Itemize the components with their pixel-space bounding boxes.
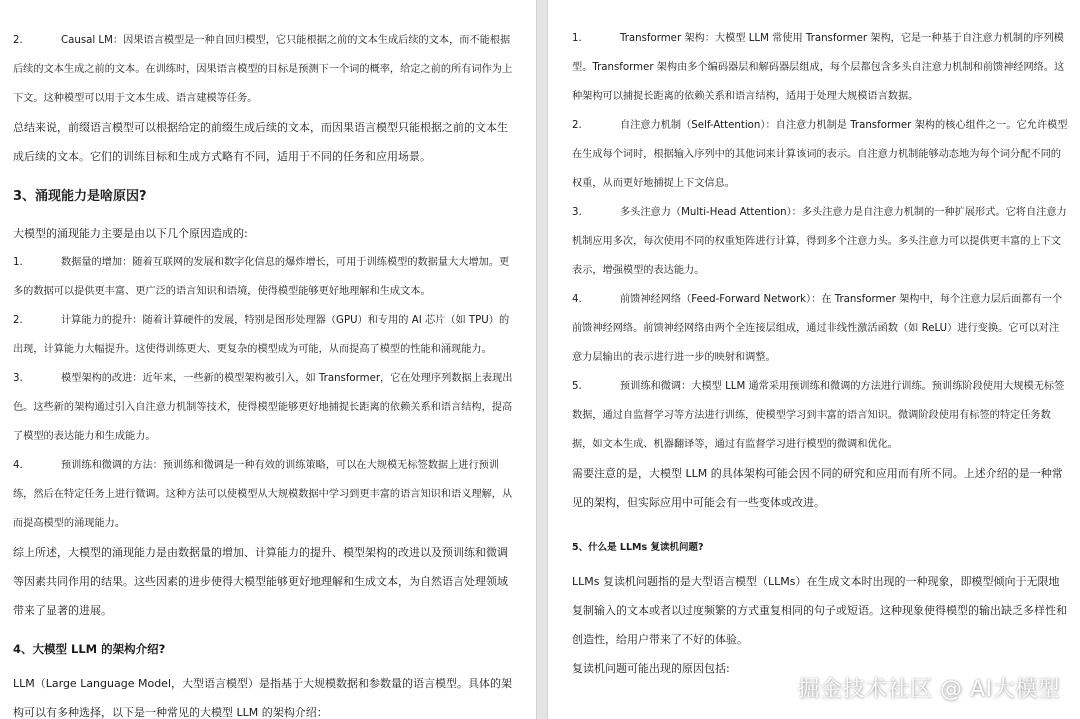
list-number: 5.	[572, 381, 582, 392]
list-item	[572, 285, 1068, 372]
list-number: 2.	[13, 35, 23, 46]
list-text: Causal LM：因果语言模型是一种自回归模型，它只能根据之前的文本生成后续的文本，而不能根据后续的文本生成之前的文本。在训练时，因果语言模型的目标是预测下一个词的概率，给定之前的所有词作为上下文。这种模型可以用于文本生成、语言建模等任务。	[13, 35, 513, 104]
list-item	[572, 198, 1068, 285]
list-number: 4.	[13, 460, 23, 471]
list-item	[13, 451, 514, 538]
list-text: 多头注意力（Multi-Head Attention）：多头注意力是自注意力机制的一种扩展形式。它将自注意力机制应用多次，每次使用不同的权重矩阵进行计算，得到多个注意力头。多头注意力可以提供更丰富的上下文表示，增强模型的表达能力。	[572, 207, 1067, 276]
right-page-content	[548, 0, 1080, 683]
list-number: 4.	[572, 294, 582, 305]
section-4-lead: LLM（Large Language Model，大型语言模型）是指基于大规模数据和参数量的语言模型。具体的架构可以有多种选择，以下是一种常见的大模型 LLM 的架构介绍：	[13, 677, 512, 719]
list-text: 计算能力的提升：随着计算硬件的发展，特别是图形处理器（GPU）和专用的 AI 芯片（如 TPU）的出现，计算能力大幅提升。这使得训练更大、更复杂的模型成为可能，从而提高了模型的性能和涌现能力。	[13, 315, 510, 355]
list-item	[13, 364, 514, 451]
section-5-lead: 复读机问题可能出现的原因包括:	[572, 662, 730, 675]
list-text: 数据量的增加：随着互联网的发展和数字化信息的爆炸增长，可用于训练模型的数据量大大增加。更多的数据可以提供更丰富、更广泛的语言知识和语境，使得模型能够更好地理解和生成文本。	[13, 257, 510, 297]
list-item	[13, 26, 514, 113]
section-3-conclusion: 综上所述，大模型的涌现能力是由数据量的增加、计算能力的提升、模型架构的改进以及预训练和微调等因素共同作用的结果。这些因素的进步使得大模型能够更好地理解和生成文本，为自然语言处理领域带来了显著的进展。	[13, 546, 508, 617]
note-paragraph: 需要注意的是，大模型 LLM 的具体架构可能会因不同的研究和应用而有所不同。上述介绍的是一种常见的架构，但实际应用中可能会有一些变体或改进。	[572, 467, 1063, 509]
list-text: 预训练和微调的方法：预训练和微调是一种有效的训练策略，可以在大规模无标签数据上进行预训练，然后在特定任务上进行微调。这种方法可以使模型从大规模数据中学习到更丰富的语言知识和语义理解，从而提高模型的涌现能力。	[13, 460, 513, 529]
page-gutter	[536, 0, 548, 719]
list-text: Transformer 架构：大模型 LLM 常使用 Transformer 架构，它是一种基于自注意力机制的序列模型。Transformer 架构由多个编码器层和解码器层组成，每个层都包含多头自注意力机制和前馈神经网络。这种架构可以捕捉长距离的依赖关系和语言结构，适用于处理大规模语言数据。	[572, 33, 1065, 102]
list-number: 3.	[572, 207, 582, 218]
left-document-page	[0, 0, 536, 719]
list-number: 2.	[13, 315, 23, 326]
list-text: 预训练和微调：大模型 LLM 通常采用预训练和微调的方法进行训练。预训练阶段使用大规模无标签数据，通过自监督学习等方法进行训练，使模型学习到丰富的语言知识。微调阶段使用有标签的特定任务数据，如文本生成、机器翻译等，通过有监督学习进行模型的微调和优化。	[572, 381, 1065, 450]
watermark-text: 掘金技术社区 @ AI大模型	[797, 677, 1060, 702]
section-3-heading: 3、涌现能力是啥原因?	[13, 189, 147, 204]
list-item	[572, 24, 1068, 111]
list-text: 前馈神经网络（Feed-Forward Network）：在 Transformer 架构中，每个注意力层后面都有一个前馈神经网络。前馈神经网络由两个全连接层组成，通过非线性激活函数（如 ReLU）进行变换。它可以对注意力层输出的表示进行进一步的映射和调整。	[572, 294, 1063, 363]
list-number: 1.	[13, 257, 23, 268]
list-number: 2.	[572, 120, 582, 131]
list-item	[572, 111, 1068, 198]
list-text: 自注意力机制（Self-Attention）：自注意力机制是 Transformer 架构的核心组件之一。它允许模型在生成每个词时，根据输入序列中的其他词来计算该词的表示。自注意力机制能够动态地为每个词分配不同的权重，从而更好地捕捉上下文信息。	[572, 120, 1068, 189]
summary-paragraph: 总结来说，前缀语言模型可以根据给定的前缀生成后续的文本，而因果语言模型只能根据之前的文本生成后续的文本。它们的训练目标和生成方式略有不同，适用于不同的任务和应用场景。	[13, 121, 508, 163]
list-number: 3.	[13, 373, 23, 384]
list-number: 1.	[572, 33, 582, 44]
list-item	[13, 248, 514, 306]
list-item	[13, 306, 514, 364]
section-5-paragraph: LLMs 复读机问题指的是大型语言模型（LLMs）在生成文本时出现的一种现象，即模型倾向于无限地复制输入的文本或者以过度频繁的方式重复相同的句子或短语。这种现象使得模型的输出缺乏多样性和创造性，给用户带来了不好的体验。	[572, 575, 1067, 646]
section-4-heading: 4、大模型 LLM 的架构介绍?	[13, 642, 166, 656]
list-text: 模型架构的改进：近年来，一些新的模型架构被引入，如 Transformer，它在处理序列数据上表现出色。这些新的架构通过引入自注意力机制等技术，使得模型能够更好地捕捉长距离的依赖关系和语言结构，提高了模型的表达能力和生成能力。	[13, 373, 513, 442]
right-document-page	[548, 0, 1080, 719]
list-item	[572, 372, 1068, 459]
left-page-content	[0, 0, 536, 719]
section-3-lead: 大模型的涌现能力主要是由以下几个原因造成的:	[13, 227, 248, 240]
section-5-heading: 5、什么是 LLMs 复读机问题?	[572, 542, 704, 553]
